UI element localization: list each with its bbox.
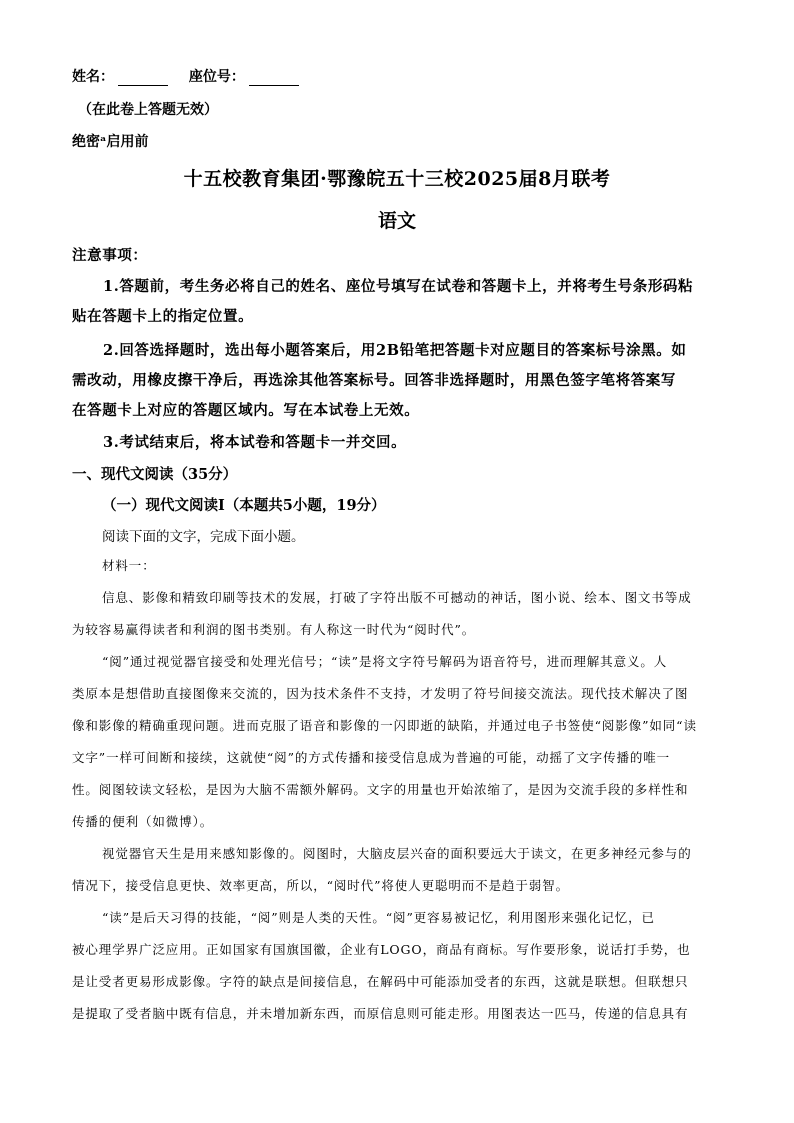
passage-line: 为较容易赢得读者和利润的图书类别。有人称这一时代为“阅时代”。	[72, 622, 476, 637]
passage-line: 是让受者更易形成影像。字符的缺点是间接信息，在解码中可能添加受者的东西，这就是联想。但联想只	[72, 974, 689, 989]
sub-one-heading: （一）现代文阅读Ⅰ（本题共5小题，19分）	[102, 497, 386, 514]
invalid-note: （在此卷上答题无效）	[78, 102, 218, 118]
exam-title: 十五校教育集团·鄂豫皖五十三校2025届8月联考	[183, 168, 611, 190]
passage-line: 传播的便利（如微博）。	[72, 814, 214, 829]
name-seat-row	[72, 66, 303, 86]
passage-line: “读”是后天习得的技能，“阅”则是人类的天性。“阅”更容易被记忆，利用图形来强化记忆，已	[102, 910, 655, 925]
passage-line: 文字”一样可间断和接续，这就使“阅”的方式传播和接受信息成为普遍的可能，动摇了文字传播的唯一	[72, 750, 671, 765]
seat-label: 座位号：	[188, 69, 245, 85]
passage-line: 情况下，接受信息更快、效率更高，所以，“阅时代”将使人更聪明而不是趋于弱智。	[72, 878, 569, 893]
notice-line: 3.考试结束后，将本试卷和答题卡一并交回。	[103, 434, 407, 451]
seat-blank	[249, 71, 299, 86]
notice-line: 1.答题前，考生务必将自己的姓名、座位号填写在试卷和答题卡上，并将考生号条形码粘	[103, 278, 694, 295]
passage-line: 信息、影像和精致印刷等技术的发展，打破了字符出版不可撼动的神话，图小说、绘本、图文书等成	[102, 590, 692, 605]
notice-line: 贴在答题卡上的指定位置。	[72, 308, 254, 325]
passage-line: 视觉器官天生是用来感知影像的。阅图时，大脑皮层兴奋的面积要远大于读文，在更多神经元参与的	[102, 846, 692, 861]
part-one-heading: 一、现代文阅读（35分）	[72, 466, 238, 483]
passage-line: 被心理学界广泛应用。正如国家有国旗国徽，企业有LOGO，商品有商标。写作要形象，说话打手势，也	[72, 942, 691, 957]
notice-heading: 注意事项：	[72, 247, 148, 264]
name-blank	[118, 71, 168, 86]
notice-line: 需改动，用橡皮擦干净后，再选涂其他答案标号。回答非选择题时，用黑色签字笔将答案写	[72, 372, 676, 389]
notice-line: 2.回答选择题时，选出每小题答案后，用2B铅笔把答题卡对应题目的答案标号涂黑。如	[103, 342, 687, 359]
subject-title: 语文	[377, 210, 416, 232]
reading-instruction: 阅读下面的文字，完成下面小题。	[102, 529, 305, 545]
passage-line: 像和影像的精确重现问题。进而克服了语音和影像的一闪即逝的缺陷，并通过电子书签使“阅影像”如同“读	[72, 718, 697, 733]
notice-line: 在答题卡上对应的答题区域内。写在本试卷上无效。	[72, 402, 420, 419]
secret-label: 绝密ᵃ启用前	[72, 134, 149, 150]
material-label: 材料一：	[102, 558, 156, 573]
passage-line: “阅”通过视觉器官接受和处理光信号；“读”是将文字符号解码为语音符号，进而理解其意义。人	[102, 654, 668, 669]
passage-line: 类原本是想借助直接图像来交流的，因为技术条件不支持，才发明了符号间接交流法。现代技术解决了图	[72, 686, 689, 701]
passage-line: 性。阅图较读文轻松，是因为大脑不需额外解码。文字的用量也开始浓缩了，是因为交流手段的多样性和	[72, 782, 689, 797]
passage-line: 是提取了受者脑中既有信息，并未增加新东西，而原信息则可能走形。用图表达一匹马，传递的信息具有	[72, 1006, 689, 1021]
name-label: 姓名：	[72, 69, 114, 85]
